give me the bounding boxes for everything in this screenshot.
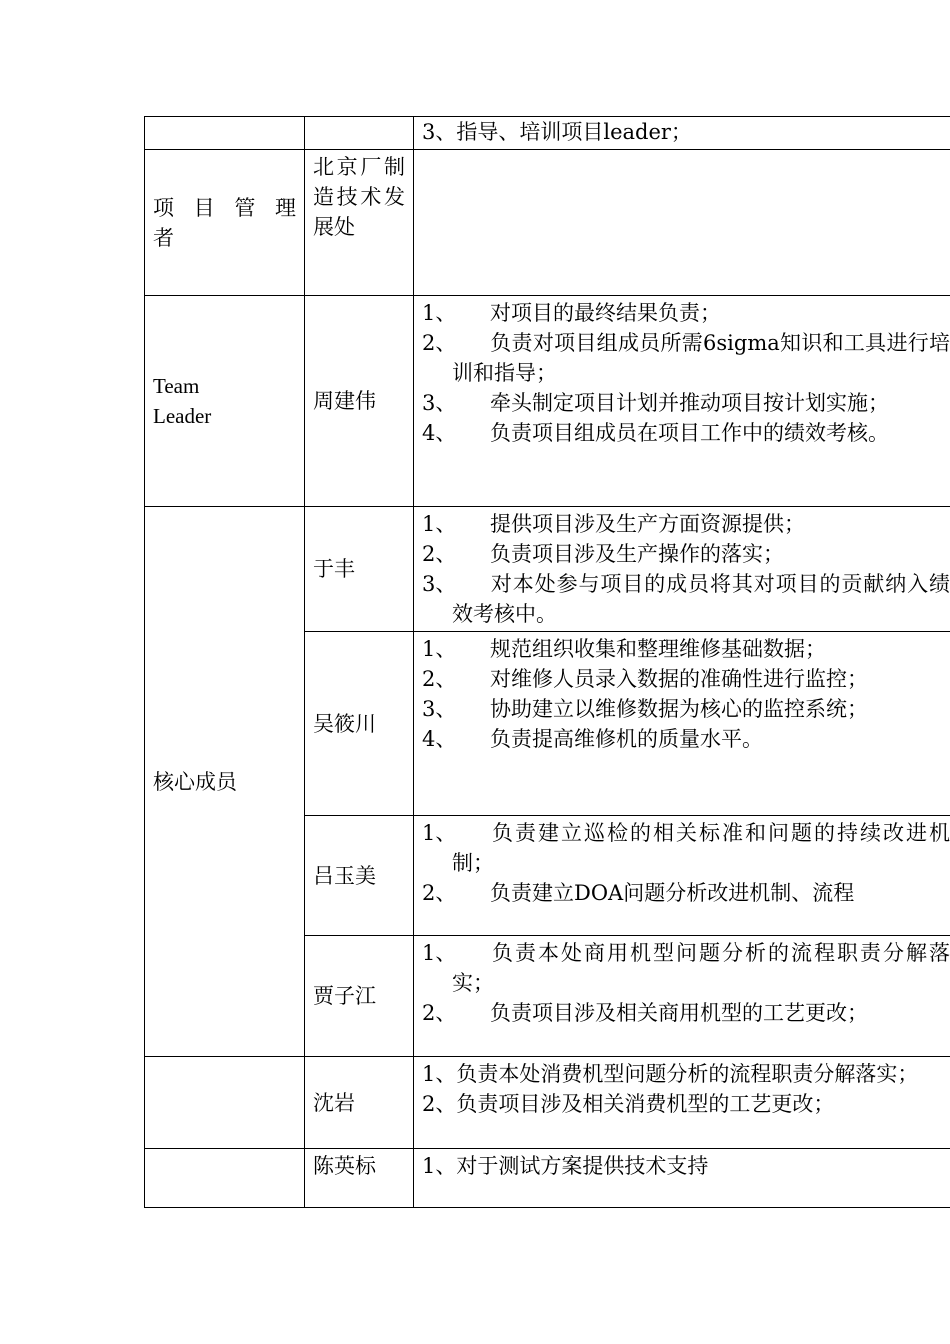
duties-cell [414,816,950,936]
duty-item: 2、 负责项目涉及生产操作的落实； [422,542,784,566]
name-cell [305,632,414,816]
project-roles-table [144,116,950,1208]
table-row [145,150,950,296]
member-name: 陈英标 [313,1154,376,1178]
role-cell [145,150,305,296]
member-name: 周建伟 [313,389,376,413]
duty-item: 1、 负责本处商用机型问题分析的流程职责分解落实； [422,941,950,995]
duties-cell [414,632,950,816]
table-row [145,117,950,150]
duties-cell [414,1057,950,1149]
table-row [145,296,950,507]
duty-item: 2、 负责项目涉及相关商用机型的工艺更改； [422,1001,868,1025]
role-cell [145,296,305,507]
duties-cell [414,1149,950,1208]
duties-cell [414,150,950,296]
name-cell [305,507,414,632]
member-name: 沈岩 [313,1090,355,1115]
member-name: 吴筱川 [313,711,376,736]
duties-cell [414,507,950,632]
role-cell [145,1149,305,1208]
role-label: 核心成员 [153,769,237,794]
duties-cell [414,296,950,507]
name-cell [305,816,414,936]
role-label-part: 项 目 管 理 [153,195,296,220]
name-cell [305,150,414,296]
member-name: 于丰 [313,557,355,581]
duty-item: 1、 规范组织收集和整理维修基础数据； [422,637,826,661]
duty-item: 1、 负责建立巡检的相关标准和问题的持续改进机制； [422,821,950,875]
duty-item: 3、 牵头制定项目计划并推动项目按计划实施； [422,391,889,415]
duty-line: 3、指导、培训项目leader； [422,120,692,144]
duty-line: 1、负责本处消费机型问题分析的流程职责分解落实； [422,1062,919,1086]
name-cell [305,1149,414,1208]
role-label-part: 者 [153,225,174,250]
role-cell [145,1057,305,1149]
name-cell [305,296,414,507]
role-cell [145,507,305,1057]
duty-item: 1、 提供项目涉及生产方面资源提供； [422,512,805,536]
role-cell [145,117,305,150]
name-cell [305,936,414,1057]
duty-item: 3、 对本处参与项目的成员将其对项目的贡献纳入绩效考核中。 [422,572,950,626]
duties-cell [414,117,950,150]
duty-item: 2、 负责对项目组成员所需6sigma知识和工具进行培训和指导； [422,331,950,385]
duty-item: 2、 对维修人员录入数据的准确性进行监控； [422,667,868,691]
duty-line: 1、对于测试方案提供技术支持 [422,1154,709,1178]
duty-item: 2、 负责建立DOA问题分析改进机制、流程 [422,881,855,905]
duties-cell [414,936,950,1057]
duty-item: 4、 负责项目组成员在项目工作中的绩效考核。 [422,421,889,445]
table-row [145,1149,950,1208]
table-row [145,507,950,632]
role-label: Team Leader [153,374,212,428]
name-cell [305,117,414,150]
duty-item: 3、 协助建立以维修数据为核心的监控系统； [422,697,868,721]
member-name: 吕玉美 [313,863,376,888]
name-cell [305,1057,414,1149]
member-name: 贾子江 [313,984,376,1008]
duty-item: 1、 对项目的最终结果负责； [422,301,721,325]
duty-line: 2、负责项目涉及相关消费机型的工艺更改； [422,1092,835,1116]
table-row [145,1057,950,1149]
duty-item: 4、 负责提高维修机的质量水平。 [422,727,763,751]
member-name: 北京厂制造技术发展处 [313,155,405,239]
